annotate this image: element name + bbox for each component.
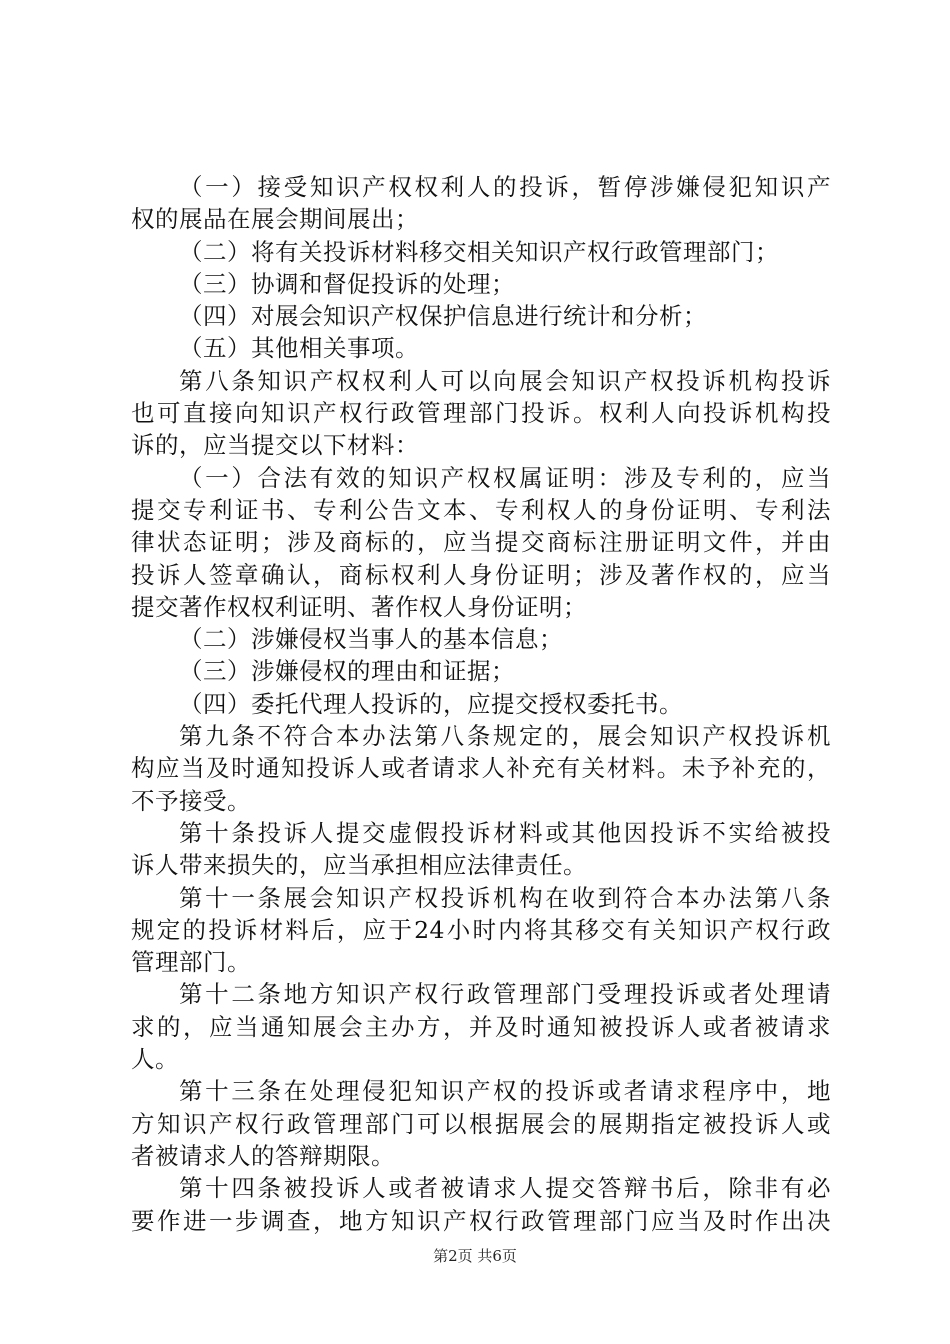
text-line: （二）涉嫌侵权当事人的基本信息； [179,625,563,654]
text-line: 第八条知识产权权利人可以向展会知识产权投诉机构投诉 [179,366,831,395]
text-line: 规定的投诉材料后，应于24小时内将其移交有关知识产权行政 [131,915,831,944]
text-line: （四）委托代理人投诉的，应提交授权委托书。 [179,689,683,718]
document-body [131,171,831,1237]
text-line: 不予接受。 [131,786,251,815]
text-line: 第九条不符合本办法第八条规定的，展会知识产权投诉机 [179,722,831,751]
text-line: 方知识产权行政管理部门可以根据展会的展期指定被投诉人或 [131,1109,831,1138]
text-line: （三）协调和督促投诉的处理； [179,269,515,298]
text-line: 提交著作权权利证明、著作权人身份证明； [131,592,587,621]
text-line: 权的展品在展会期间展出； [131,205,419,234]
text-line: 管理部门。 [131,948,251,977]
text-line: 提交专利证书、专利公告文本、专利权人的身份证明、专利法 [131,495,831,524]
text-line: （二）将有关投诉材料移交相关知识产权行政管理部门； [179,237,779,266]
text-line: 要作进一步调查，地方知识产权行政管理部门应当及时作出决 [131,1206,831,1235]
text-line: （四）对展会知识产权保护信息进行统计和分析； [179,302,707,331]
text-line: 构应当及时通知投诉人或者请求人补充有关材料。未予补充的， [131,754,831,783]
text-line: 律状态证明；涉及商标的，应当提交商标注册证明文件，并由 [131,528,831,557]
text-line: 第十二条地方知识产权行政管理部门受理投诉或者处理请 [179,980,831,1009]
page-number-label: 第2页 共6页 [433,1247,517,1265]
text-line: （一）接受知识产权权利人的投诉，暂停涉嫌侵犯知识产 [179,173,831,201]
text-line: 人。 [131,1045,179,1074]
text-line: 也可直接向知识产权行政管理部门投诉。权利人向投诉机构投 [131,399,831,428]
text-line: 诉的，应当提交以下材料： [131,431,419,460]
text-line: 诉人带来损失的，应当承担相应法律责任。 [131,851,587,880]
text-line: 第十条投诉人提交虚假投诉材料或其他因投诉不实给被投 [179,818,831,847]
text-line: 者被请求人的答辩期限。 [131,1141,395,1170]
text-line: （一）合法有效的知识产权权属证明：涉及专利的，应当 [179,463,831,492]
text-line: （三）涉嫌侵权的理由和证据； [179,657,515,686]
page-number-footer [0,1247,950,1265]
text-line: 第十一条展会知识产权投诉机构在收到符合本办法第八条 [179,883,831,912]
text-line: 求的，应当通知展会主办方，并及时通知被投诉人或者被请求 [131,1012,831,1041]
text-line: （五）其他相关事项。 [179,334,419,363]
text-line: 投诉人签章确认，商标权利人身份证明；涉及著作权的，应当 [131,560,831,589]
text-line: 第十四条被投诉人或者被请求人提交答辩书后，除非有必 [179,1174,831,1203]
text-line: 第十三条在处理侵犯知识产权的投诉或者请求程序中，地 [179,1077,831,1106]
